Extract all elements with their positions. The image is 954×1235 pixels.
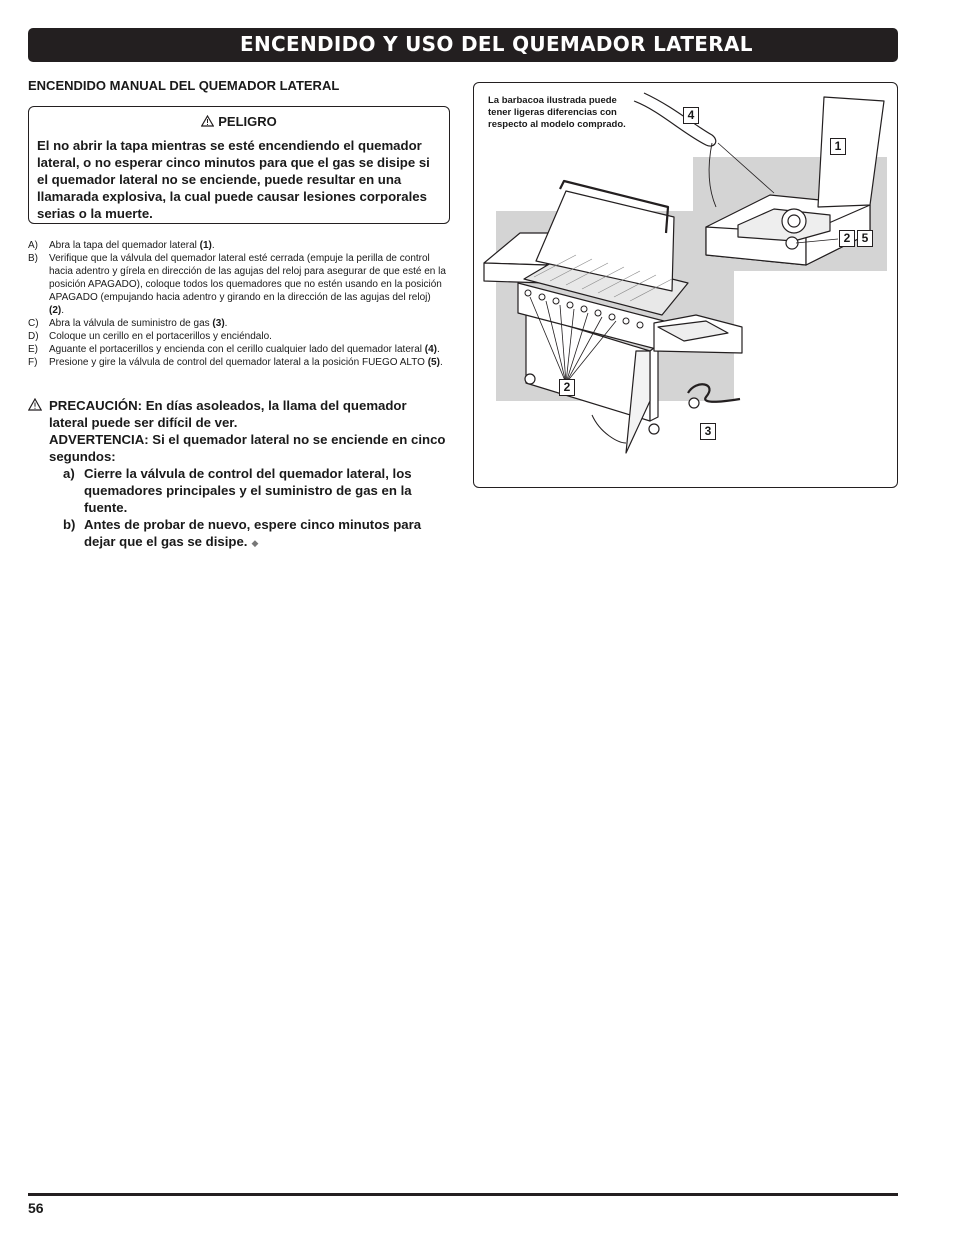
list-item: b) Antes de probar de nuevo, espere cinco minutos para dejar que el gas se disipe. ◆ — [63, 517, 422, 549]
callout-gas-supply: 3 — [700, 423, 716, 440]
section-title: ENCENDIDO MANUAL DEL QUEMADOR LATERAL — [28, 78, 340, 93]
list-item: F) Presione y gire la válvula de control del quemador lateral a la posición FUEGO ALTO (5). — [28, 357, 443, 368]
callout-match-holder: 4 — [683, 107, 699, 124]
footer-rule — [28, 1193, 898, 1196]
page-title: ENCENDIDO Y USO DEL QUEMADOR LATERAL — [240, 32, 753, 56]
caution-block — [28, 397, 448, 552]
precaution-text: PRECAUCIÓN: En días asoleados, la llama del quemador lateral puede ser difícil de ver. — [49, 398, 407, 430]
danger-box — [28, 106, 450, 224]
list-item: a) Cierre la válvula de control del quemador lateral, los quemadores principales y el suministro de gas en la fuente. — [63, 466, 412, 515]
page-number: 56 — [28, 1200, 44, 1216]
warning-text: ADVERTENCIA: Si el quemador lateral no se enciende en cinco segundos: — [49, 432, 446, 464]
figure-caption: La barbacoa ilustrada puede tener ligeras diferencias con respecto al modelo comprado. — [488, 95, 626, 130]
callout-side-control: 2 — [839, 230, 855, 247]
callout-lid: 1 — [830, 138, 846, 155]
danger-label: PELIGRO — [218, 114, 277, 129]
warning-triangle-icon — [28, 398, 42, 411]
list-item: A) Abra la tapa del quemador lateral (1). — [28, 240, 215, 251]
danger-heading — [29, 114, 449, 129]
end-mark-icon: ◆ — [251, 538, 259, 548]
header-banner — [28, 28, 898, 62]
danger-text: El no abrir la tapa mientras se esté encendiendo el quemador lateral, o no esperar cinco minutos para que el gas se disipe si el quemador lateral no se enciende, puede resultar en una llamarada explosiva, la cual puede causar lesiones corporales serias o la muerte. — [37, 138, 430, 221]
list-item: E) Aguante el portacerillos y encienda con el cerillo cualquier lado del quemador lateral (4). — [28, 344, 440, 355]
steps-list — [28, 239, 448, 369]
list-item: B) Verifique que la válvula del quemador lateral esté cerrada (empuje la perilla de control hacia adentro y gírela en dirección de las agujas del reloj para asegurar de que esté en la posición APAGADO), coloque todos los quemadores que no estén usando en la posición APAGADO (empujando hacia adentro y girando en la dirección de las agujas del reloj) (2). — [28, 253, 446, 316]
list-item: D) Coloque un cerillo en el portacerillos y enciéndalo. — [28, 331, 272, 342]
list-item: C) Abra la válvula de suministro de gas (3). — [28, 318, 228, 329]
callout-burner-knobs: 2 — [559, 379, 575, 396]
warning-triangle-icon — [201, 115, 214, 127]
callout-high-flame: 5 — [857, 230, 873, 247]
grill-illustration — [473, 82, 898, 488]
